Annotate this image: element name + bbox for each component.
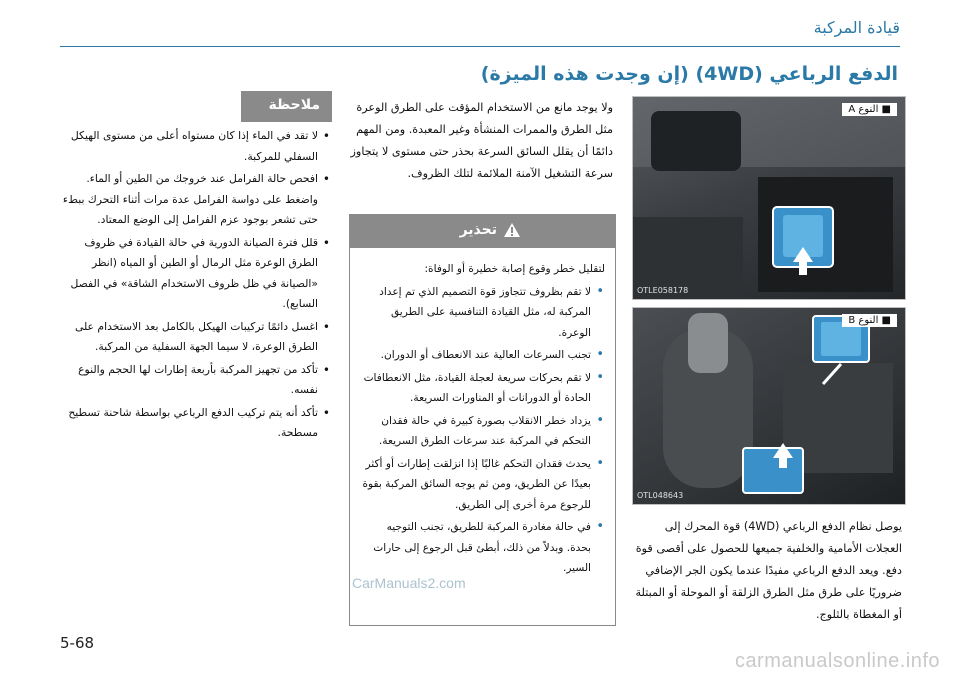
warning-intro: لتقليل خطر وقوع إصابة خطيرة أو الوفاة:	[424, 263, 605, 275]
note-item: • لا تقد في الماء إذا كان مستواه أعلى من مستوى الهيكل السفلي للمركبة.	[60, 126, 318, 167]
photo-type-tag: ■ النوع A	[842, 103, 897, 116]
note-item: • تأكد أنه يتم تركيب الدفع الرباعي بواسطة شاحنة تسطيح مسطحة.	[60, 403, 318, 444]
photo-4wd-switch-type-a	[632, 96, 906, 300]
warning-body	[360, 259, 605, 581]
warning-item: • تجنب السرعات العالية عند الانعطاف أو الدوران.	[360, 345, 591, 366]
console-illustration-a	[633, 97, 905, 299]
photo-code: OTL048643	[637, 491, 684, 500]
photo-4wd-switch-type-b	[632, 307, 906, 505]
warning-box	[349, 214, 616, 626]
note-title: ملاحظة	[268, 97, 320, 113]
offroad-paragraph: ولا يوجد مانع من الاستخدام المؤقت على الطرق الوعرة مثل الطرق والممرات المنشأة وغير المعبدة. ومن المهم دائمًا أن يقلل السائق السرعة بحذر حتى مستوى لا يتجاوز سرعة التشغيل الآمنة الملائمة لتلك الظروف.	[350, 101, 613, 180]
watermark-carmanuals2: CarManuals2.com	[352, 575, 466, 591]
note-item: • اغسل دائمًا تركيبات الهيكل بالكامل بعد الاستخدام على الطرق الوعرة، لا سيما الجهة السفلية من المركبة.	[60, 317, 318, 358]
warning-item: • في حالة مغادرة المركبة للطريق، تجنب التوجيه بحدة. وبدلاً من ذلك، أبطئ قبل الرجوع إلى حارات السير.	[360, 517, 591, 579]
warning-header	[350, 215, 615, 248]
intro-paragraph: يوصل نظام الدفع الرباعي (4WD) قوة المحرك إلى العجلات الأمامية والخلفية جميعها للحصول على أقصى قوة دفع. ويعد الدفع الرباعي مفيدًا عندما يكون الجر الإضافي ضروريًا على طرق مثل الطرق الزلقة أو الموحلة أو المبتلة أو المغطاة بالثلوج.	[635, 520, 902, 621]
warning-list	[360, 282, 605, 579]
note-header	[241, 91, 332, 122]
watermark-carmanualsonline: carmanualsonline.info	[734, 650, 940, 672]
warning-item: • يحدث فقدان التحكم غالبًا إذا انزلقت إطارات أو أكثر بعيدًا عن الطريق، ومن ثم يوجه السائق المركبة بقوة للرجوع مرة أخرى إلى الطريق.	[360, 454, 591, 516]
photo-code: OTLE058178	[637, 286, 689, 295]
note-list	[60, 126, 332, 446]
header-rule	[60, 46, 900, 47]
warning-triangle-icon	[503, 222, 521, 238]
note-item: • قلل فترة الصيانة الدورية في حالة القيادة في ظروف الطرق الوعرة مثل الرمال أو الطين أو المياه (انظر «الصيانة في ظل ظروف الاستخدام الشاقة» في الفصل السابع).	[60, 233, 318, 315]
running-header: قيادة المركبة	[813, 18, 900, 37]
warning-item: • لا تقم بحركات سريعة لعجلة القيادة، مثل الانعطافات الحادة أو الدورانات أو المناورات السريعة.	[360, 368, 591, 409]
warning-title: تحذير	[459, 222, 497, 238]
note-item: • افحص حالة الفرامل عند خروجك من الطين أو الماء. واضغط على دواسة الفرامل عدة مرات أثناء التحرك ببطء حتى تشعر بوجود عزم الفرامل إلى الوضع المعتاد.	[60, 169, 318, 231]
section-title: الدفع الرباعي (4WD) (إن وجدت هذه الميزة)	[480, 63, 898, 85]
console-illustration-b	[633, 308, 905, 504]
warning-item: • يزداد خطر الانقلاب بصورة كبيرة في حالة فقدان التحكم في المركبة عند سرعات الطرق السريعة.	[360, 411, 591, 452]
warning-item: • لا تقم بظروف تتجاوز قوة التصميم الذي تم إعداد المركبة له، مثل القيادة التنافسية على الطريق الوعرة.	[360, 282, 591, 344]
photo-type-tag: ■ النوع B	[842, 314, 897, 327]
note-item: • تأكد من تجهيز المركبة بأربعة إطارات لها الحجم والنوع نفسه.	[60, 360, 318, 401]
page-number: 5-68	[60, 634, 95, 652]
